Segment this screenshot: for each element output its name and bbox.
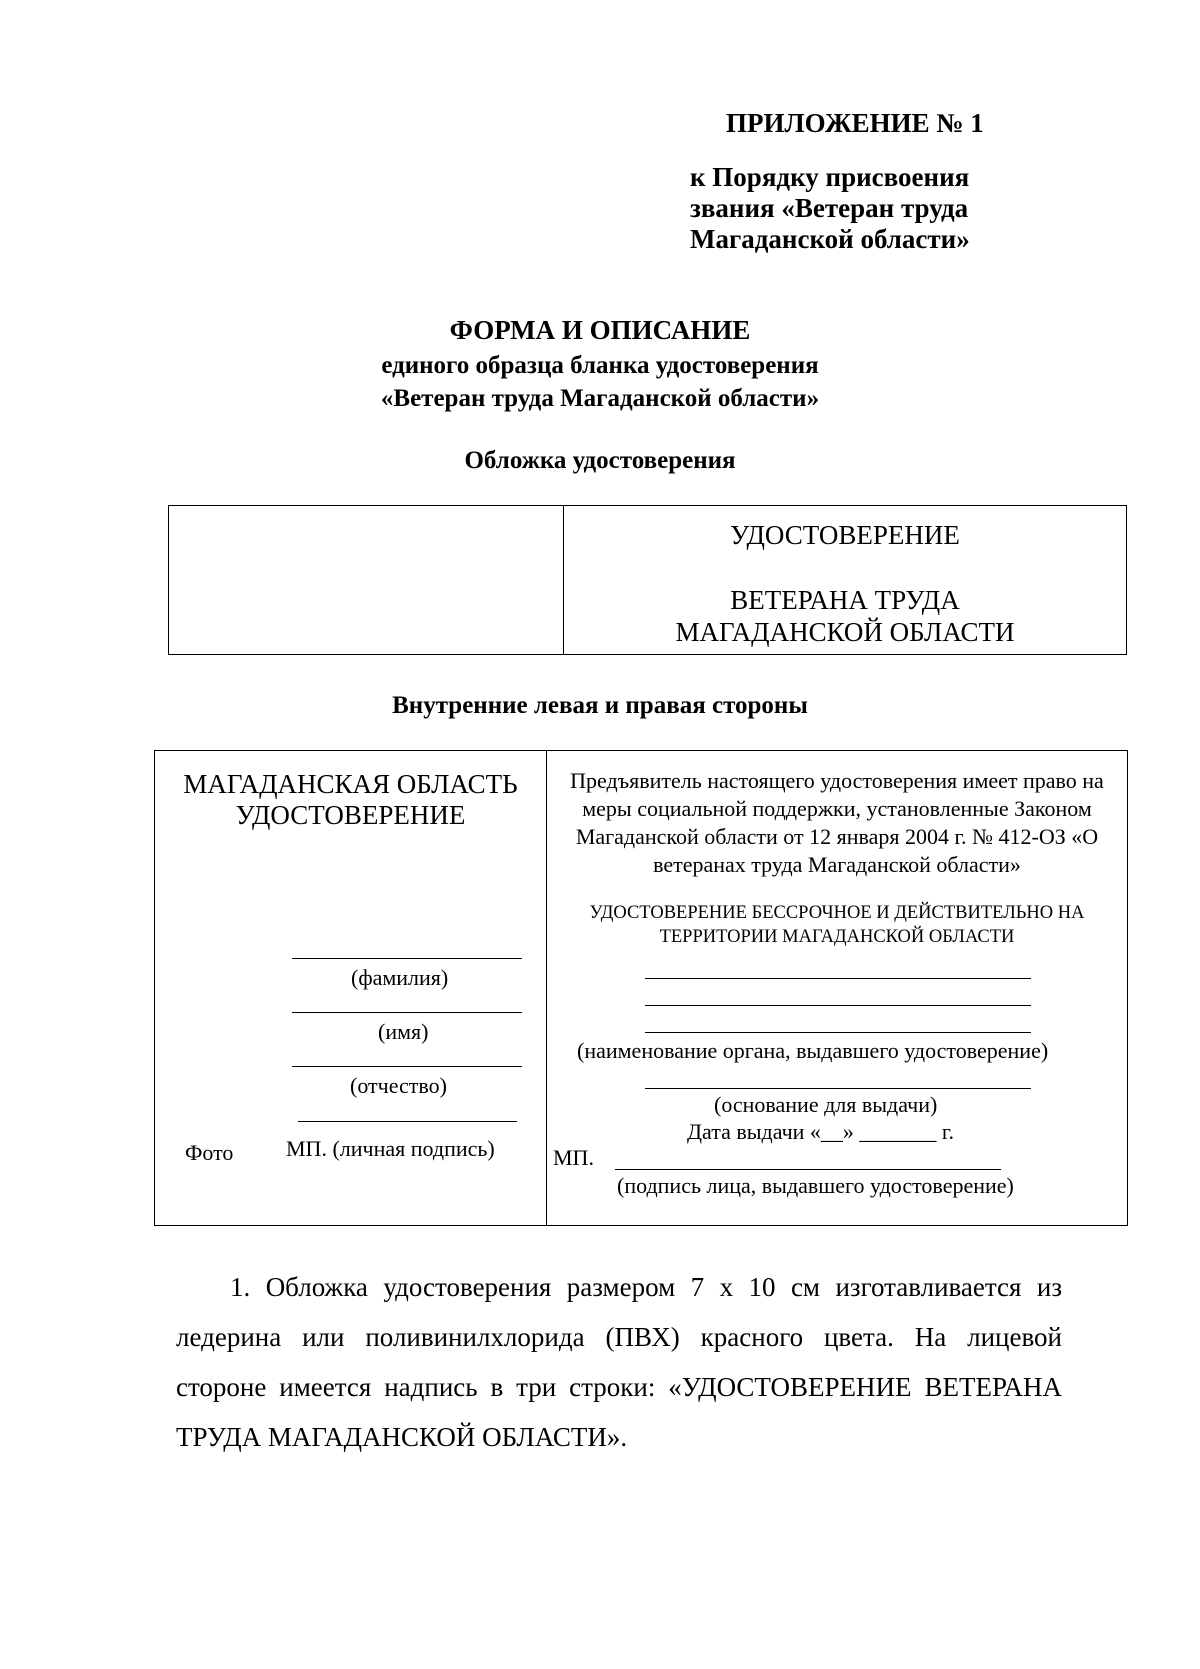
name-caption: (имя)	[378, 1019, 429, 1044]
signer-caption: (подпись лица, выдавшего удостоверение)	[617, 1173, 1014, 1198]
region-name: МАГАДАНСКАЯ ОБЛАСТЬ	[183, 769, 518, 799]
form-subtitle-1: единого образца бланка удостоверения	[381, 352, 819, 379]
cover-right-side	[564, 506, 1126, 654]
cover-subtitle-line-1: ВЕТЕРАНА ТРУДА	[730, 585, 960, 615]
form-title: ФОРМА И ОПИСАНИЕ	[449, 315, 751, 345]
cover-subtitle-line-2: МАГАДАНСКОЙ ОБЛАСТИ	[675, 617, 1015, 647]
photo-label: Фото	[185, 1140, 234, 1165]
issuer-line-3	[645, 1032, 1031, 1033]
doc-name: УДОСТОВЕРЕНИЕ	[235, 800, 466, 830]
validity-text: УДОСТОВЕРЕНИЕ БЕССРОЧНОЕ И ДЕЙСТВИТЕЛЬНО НА ТЕРРИТОРИИ МАГАДАНСКОЙ ОБЛАСТИ	[589, 903, 1085, 947]
surname-caption: (фамилия)	[351, 965, 449, 990]
basis-caption: (основание для выдачи)	[714, 1092, 938, 1117]
name-line	[292, 1012, 522, 1013]
paragraph-line-4: ТРУДА МАГАДАНСКОЙ ОБЛАСТИ».	[176, 1422, 628, 1452]
inner-form	[154, 750, 1128, 1226]
cover-left-side	[169, 506, 564, 654]
cover-form	[168, 505, 1127, 655]
paragraph-line-3: стороне имеется надпись в три строки: «УДОСТОВЕРЕНИЕ ВЕТЕРАНА	[176, 1372, 1062, 1402]
patronymic-line	[292, 1066, 522, 1067]
paragraph-line-2: ледерина или поливинилхлорида (ПВХ) красного цвета. На лицевой	[176, 1322, 1062, 1352]
surname-line	[292, 958, 522, 959]
stamp-signature-caption: МП. (личная подпись)	[286, 1136, 495, 1161]
cover-subtitle	[564, 584, 1126, 648]
bearer-rights-text: Предъявитель настоящего удостоверения имеет право на меры социальной поддержки, установленные Законом Магаданской области от 12 января 2004 г. № 412-ОЗ «О ветеранах труда Магаданской области»	[570, 768, 1104, 877]
issuer-line-2	[645, 1005, 1031, 1006]
issue-date: Дата выдачи «__» _______ г.	[687, 1119, 954, 1144]
paragraph-line-1: 1. Обложка удостоверения размером 7 х 10 см изготавливается из	[230, 1272, 1062, 1302]
appendix-reference: к Порядку присвоения звания «Ветеран труда Магаданской области»	[690, 162, 970, 254]
stamp-label: МП.	[553, 1145, 594, 1170]
inner-left-side	[155, 751, 547, 1225]
region-title	[155, 769, 546, 831]
description-paragraph	[176, 1262, 1062, 1462]
cover-title: УДОСТОВЕРЕНИЕ	[730, 520, 960, 550]
signer-line	[615, 1169, 1001, 1170]
form-subtitle-2: «Ветеран труда Магаданской области»	[380, 385, 820, 412]
patronymic-caption: (отчество)	[350, 1073, 447, 1098]
appendix-number: ПРИЛОЖЕНИЕ № 1	[726, 108, 984, 138]
basis-line	[645, 1088, 1031, 1089]
issuer-line-1	[645, 978, 1031, 979]
issuer-caption: (наименование органа, выдавшего удостоверение)	[577, 1038, 1049, 1063]
cover-heading: Обложка удостоверения	[464, 447, 736, 474]
inner-heading: Внутренние левая и правая стороны	[392, 692, 808, 719]
signature-line	[298, 1121, 517, 1122]
inner-right-side	[547, 751, 1127, 1225]
